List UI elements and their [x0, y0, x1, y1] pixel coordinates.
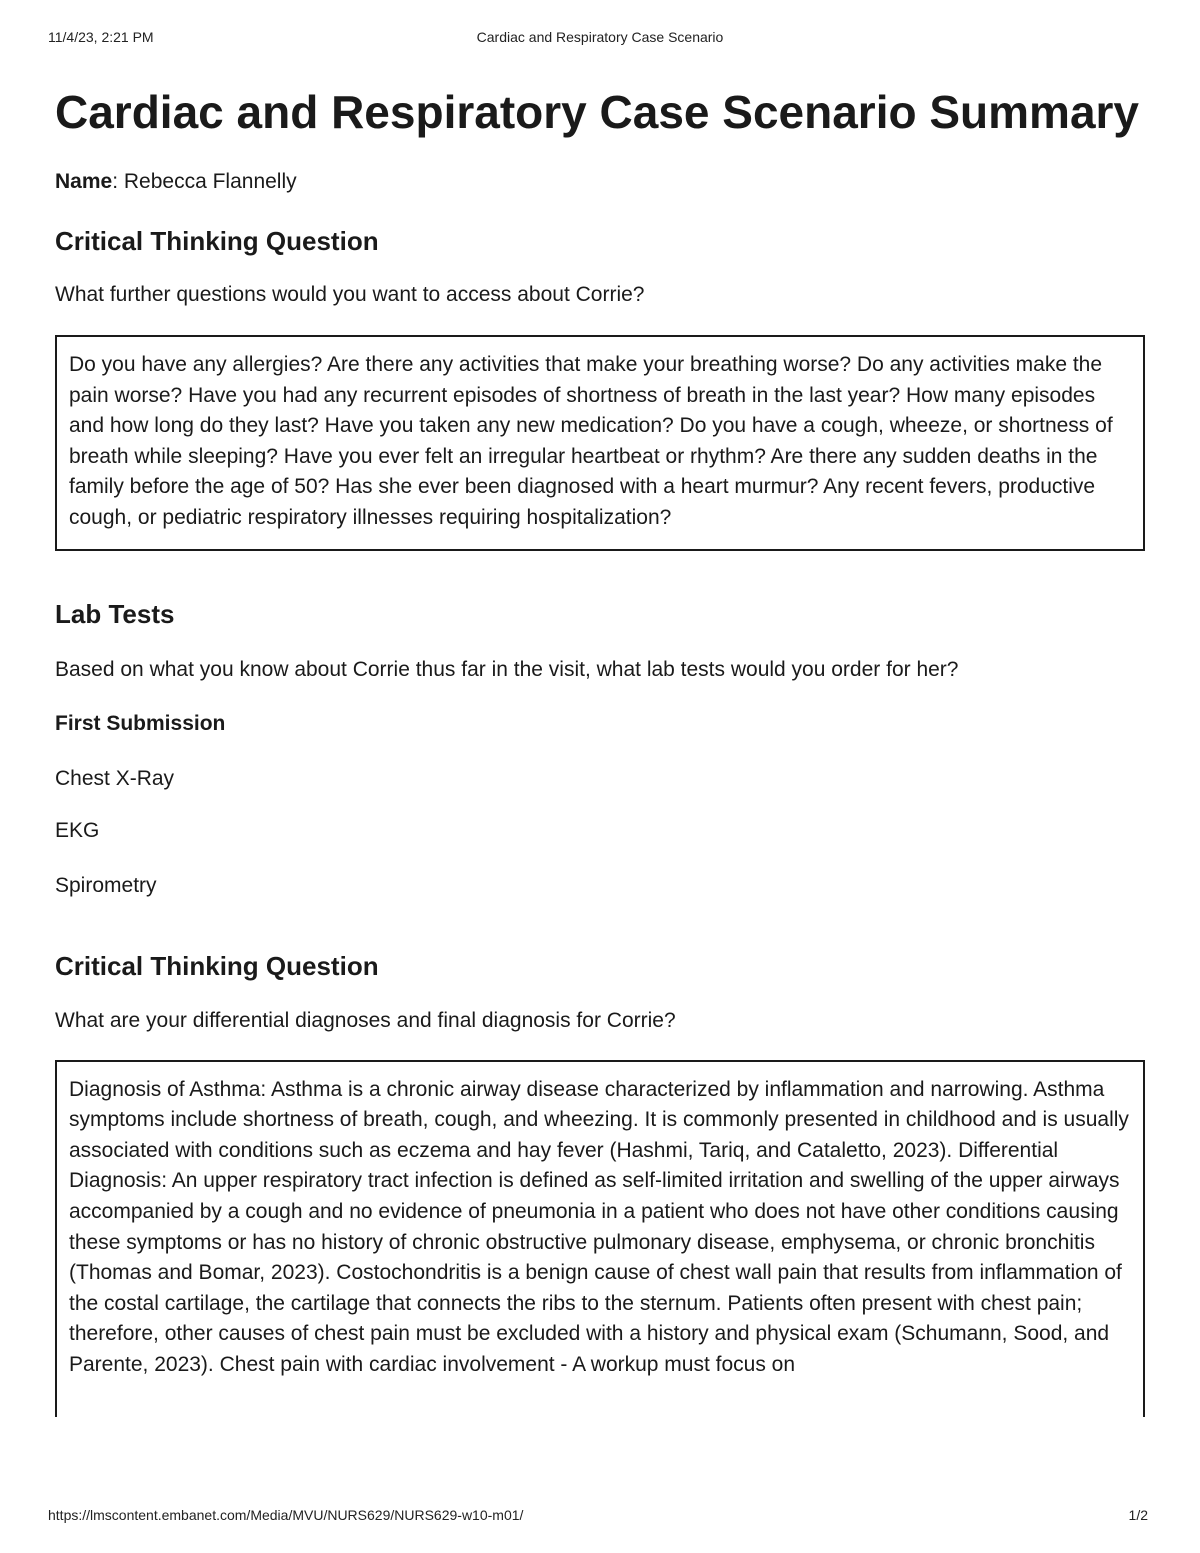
section-heading-critical-thinking-2: Critical Thinking Question: [55, 950, 379, 981]
first-submission-label: First Submission: [55, 711, 226, 735]
lab-test-item: Spirometry: [55, 873, 157, 897]
name-line: [55, 169, 1145, 195]
question-lab-tests: Based on what you know about Corrie thus far in the visit, what lab tests would you order for her?: [55, 657, 959, 681]
name-value: : Rebecca Flannelly: [112, 170, 297, 193]
print-doc-title: Cardiac and Respiratory Case Scenario: [476, 29, 724, 45]
answer-box-further-questions: Do you have any allergies? Are there any activities that make your breathing worse? Do any activities make the pain worse? Have you had any recurrent episodes of shortness of breath in the last year? How many episodes and how long do they last? Have you taken any new medication? Do you have a cough, wheeze, or shortness of breath while sleeping? Have you ever felt an irregular heartbeat or rhythm? Are there any sudden deaths in the family before the age of 50? Has she ever been diagnosed with a heart murmur? Any recent fevers, productive cough, or pediatric respiratory illnesses requiring hospitalization?: [55, 335, 1145, 551]
name-label: Name: [55, 170, 113, 193]
section-heading-lab-tests: Lab Tests: [55, 598, 175, 629]
document-body: [55, 84, 1145, 1417]
print-header: [48, 29, 1152, 47]
lab-test-item: EKG: [55, 818, 100, 842]
page-title: Cardiac and Respiratory Case Scenario Summary: [55, 86, 1140, 138]
question-further-questions: What further questions would you want to access about Corrie?: [55, 283, 645, 306]
question-diagnoses: What are your differential diagnoses and final diagnosis for Corrie?: [55, 1008, 676, 1032]
lab-test-item: Chest X-Ray: [55, 766, 175, 790]
page-number: 1/2: [1128, 1507, 1148, 1523]
print-datetime: 11/4/23, 2:21 PM: [48, 29, 154, 45]
print-url: https://lmscontent.embanet.com/Media/MVU/NURS629/NURS629-w10-m01/: [48, 1507, 524, 1523]
print-footer: [48, 1507, 1148, 1525]
answer-box-diagnoses: Diagnosis of Asthma: Asthma is a chronic airway disease characterized by inflammation and narrowing. Asthma symptoms include shortness of breath, cough, and wheezing. It is commonly presented in childhood and is usually associated with conditions such as eczema and hay fever (Hashmi, Tariq, and Cataletto, 2023). Differential Diagnosis: An upper respiratory tract infection is defined as self-limited irritation and swelling of the upper airways accompanied by a cough and no evidence of pneumonia in a patient who does not have other conditions causing these symptoms or has no history of chronic obstructive pulmonary disease, emphysema, or chronic bronchitis (Thomas and Bomar, 2023). Costochondritis is a benign cause of chest wall pain that results from inflammation of the costal cartilage, the cartilage that connects the ribs to the sternum. Patients often present with chest pain; therefore, other causes of chest pain must be excluded with a history and physical exam (Schumann, Sood, and Parente, 2023). Chest pain with cardiac involvement - A workup must focus on: [55, 1060, 1145, 1417]
section-heading-critical-thinking-1: Critical Thinking Question: [55, 226, 379, 256]
